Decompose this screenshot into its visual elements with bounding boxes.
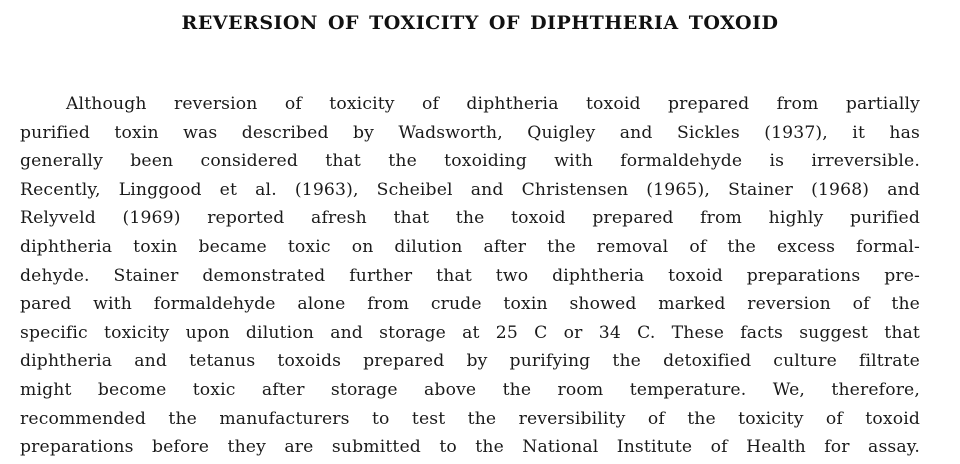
paragraph-line: Relyveld (1969) reported afresh that the toxoid prepared from highly purified [20, 208, 920, 229]
paragraph-line: might become toxic after storage above the room temperature. We, therefore, [20, 379, 920, 400]
paragraph-line: Recently, Linggood et al. (1963), Scheibel and Christensen (1965), Stainer (1968) and [20, 179, 920, 200]
paragraph-line: Although reversion of toxicity of diphtheria toxoid prepared from partially [66, 94, 920, 114]
paragraph-line: recommended the manufacturers to test the reversibility of the toxicity of toxoid [20, 408, 920, 429]
paragraph-line: pared with formaldehyde alone from crude toxin showed marked reversion of the [20, 294, 920, 315]
paragraph-line: diphtheria toxin became toxic on dilution after the removal of the excess formal- [20, 236, 920, 257]
paragraph-line: generally been considered that the toxoiding with formaldehyde is irreversible. [20, 151, 920, 172]
paragraph-line: dehyde. Stainer demonstrated further that two diphtheria toxoid preparations pre- [20, 265, 920, 286]
body-paragraph [20, 90, 920, 462]
paragraph-line: preparations before they are submitted to the National Institute of Health for assay. [20, 437, 920, 458]
article-title: REVERSION OF TOXICITY OF DIPHTHERIA TOXOID [181, 12, 779, 34]
paragraph-line: specific toxicity upon dilution and storage at 25 C or 34 C. These facts suggest that [20, 322, 920, 343]
paragraph-line: purified toxin was described by Wadsworth, Quigley and Sickles (1937), it has [20, 122, 920, 143]
paragraph-line: diphtheria and tetanus toxoids prepared by purifying the detoxified culture filtrate [20, 351, 920, 372]
